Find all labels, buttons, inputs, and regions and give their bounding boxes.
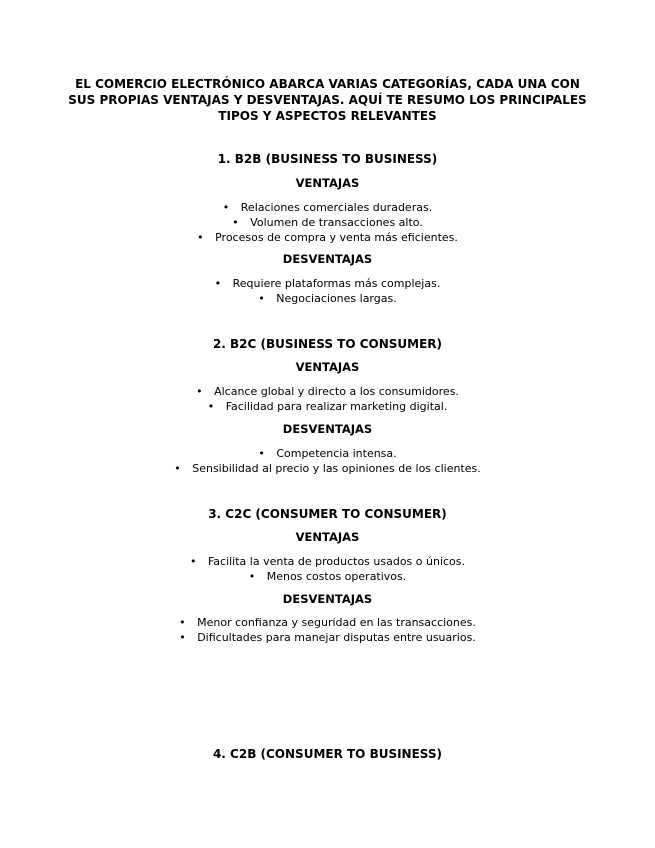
list-item: • Negociaciones largas. [258,292,397,305]
list-item: • Facilidad para realizar marketing digital. [207,400,448,413]
section-title-b2c: 2. B2C (BUSINESS TO CONSUMER) [212,337,443,351]
bullet-icon: • [222,201,230,214]
c2c-ventajas-heading: VENTAJAS [295,530,360,544]
b2c-ventajas-list [0,384,655,414]
section-title-c2b: 4. C2B (CONSUMER TO BUSINESS) [212,747,443,761]
bullet-icon: • [196,385,203,398]
list-item: • Menor confianza y seguridad en las transacciones. [179,616,476,629]
list-item: • Procesos de compra y venta más eficientes. [197,231,458,244]
b2c-ventajas-heading: VENTAJAS [295,360,360,374]
list-item: • Sensibilidad al precio y las opiniones de los clientes. [174,462,481,475]
section-title-c2c: 3. C2C (CONSUMER TO CONSUMER) [208,507,447,521]
b2c-desventajas-list [0,446,655,476]
bullet-icon: • [189,555,197,568]
c2c-ventajas-list [0,554,655,584]
b2b-desventajas-list [0,276,655,306]
list-item: • Facilita la venta de productos usados o únicos. [189,555,466,568]
bullet-icon: • [232,216,239,229]
bullet-icon: • [174,462,181,475]
list-item: • Volumen de transacciones alto. [232,216,423,229]
c2c-desventajas-list [0,615,655,645]
list-item: • Relaciones comerciales duraderas. [222,201,433,214]
bullet-icon: • [214,277,222,290]
list-item: • Competencia intensa. [258,447,397,460]
bullet-icon: • [258,292,265,305]
list-item: • Menos costos operativos. [248,570,407,583]
bullet-icon: • [197,231,204,244]
list-item: • Requiere plataformas más complejas. [214,277,441,290]
bullet-icon: • [179,631,186,644]
c2c-desventajas-heading: DESVENTAJAS [282,592,373,606]
b2b-desventajas-heading: DESVENTAJAS [282,252,373,266]
section-title-b2b: 1. B2B (BUSINESS TO BUSINESS) [217,152,438,166]
list-item: • Dificultades para manejar disputas entre usuarios. [179,631,476,644]
bullet-icon: • [248,570,256,583]
b2b-ventajas-list [0,200,655,245]
bullet-icon: • [207,400,215,413]
bullet-icon: • [258,447,265,460]
bullet-icon: • [179,616,186,629]
intro-heading: EL COMERCIO ELECTRÓNICO ABARCA VARIAS CATEGORÍAS, CADA UNA CON SUS PROPIAS VENTAJAS Y DESVENTAJAS. AQUÍ TE RESUMO LOS PRINCIPALES TIPOS Y ASPECTOS RELEVANTES [68,77,587,123]
list-item: • Alcance global y directo a los consumidores. [196,385,459,398]
b2b-ventajas-heading: VENTAJAS [295,176,360,190]
b2c-desventajas-heading: DESVENTAJAS [282,422,373,436]
